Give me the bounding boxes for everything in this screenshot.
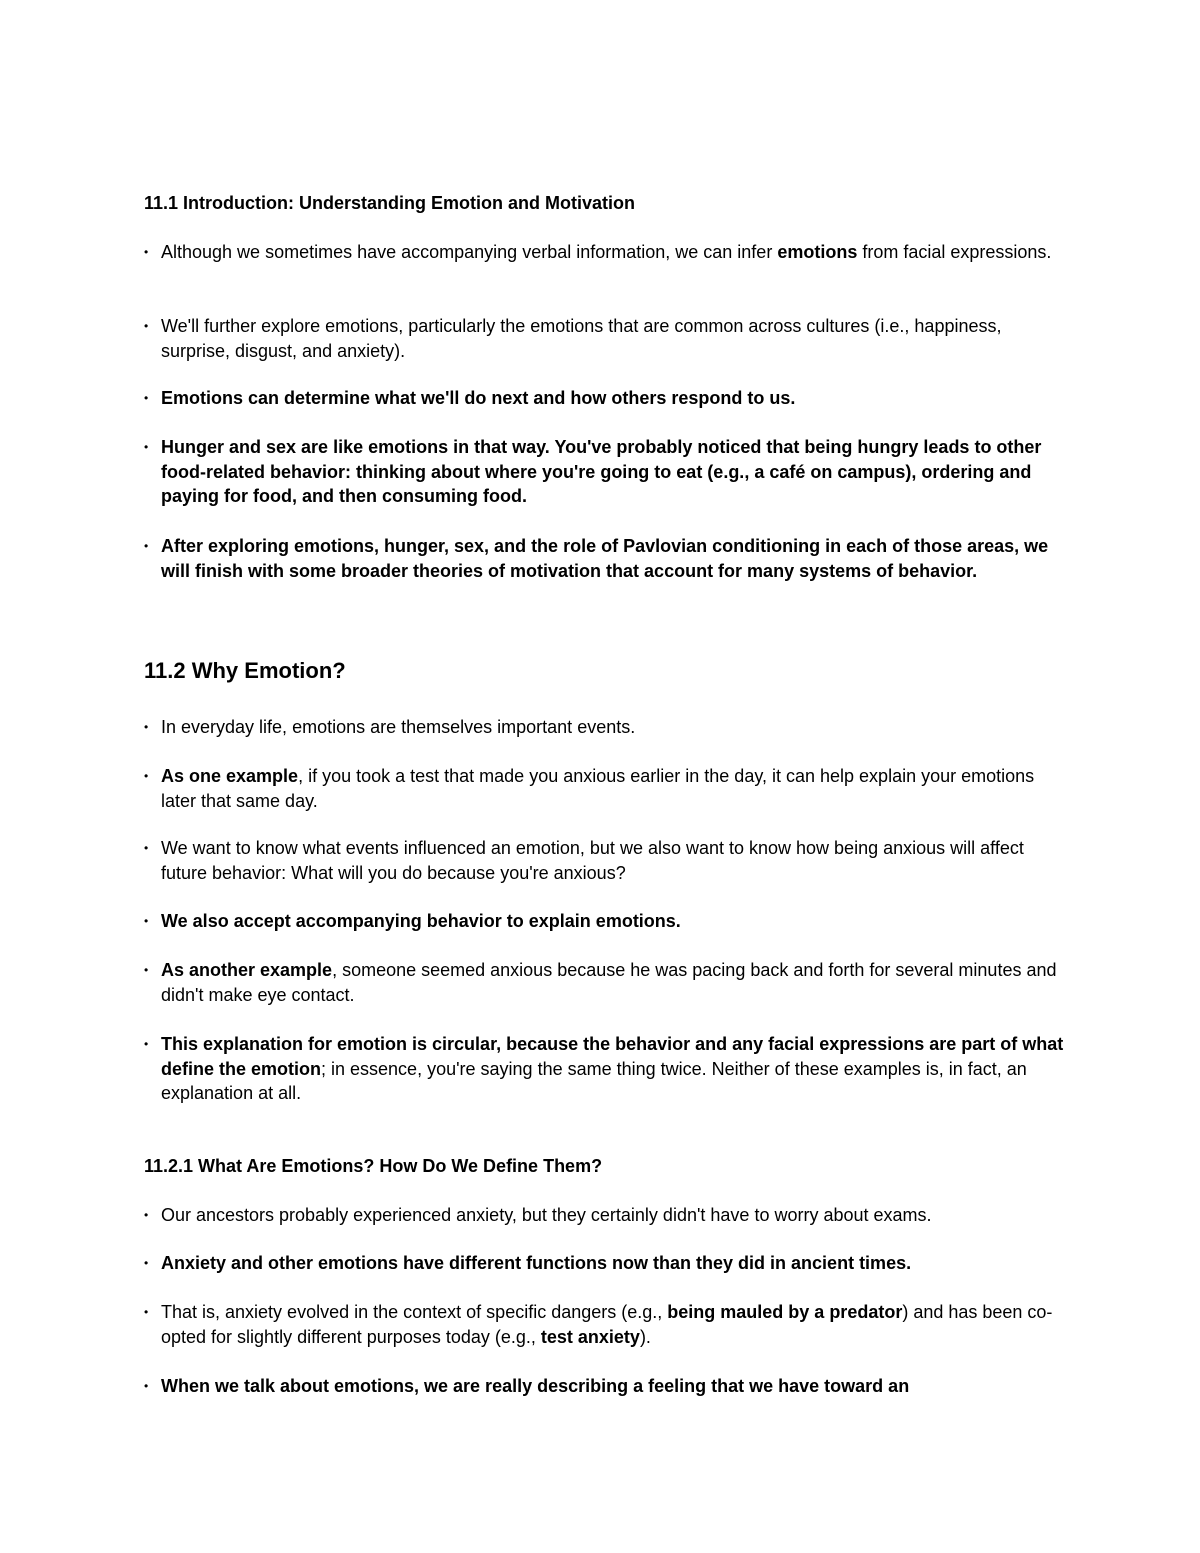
bullet-icon: • [144, 841, 149, 855]
list-item: • This explanation for emotion is circular, because the behavior and any facial expressions are part of what define the emotion; in essence, you're saying the same thing twice. Neither of these examples is, in fact, an explanation at all. [144, 1034, 1064, 1103]
list-item: • As another example, someone seemed anxious because he was pacing back and forth for several minutes and didn't make eye contact. [144, 960, 1057, 1005]
bullet-icon: • [144, 914, 149, 928]
list-item: • We want to know what events influenced an emotion, but we also want to know how being anxious will affect future behavior: What will you do because you're anxious? [144, 838, 1024, 883]
bullet-icon: • [144, 769, 149, 783]
list-item: • As one example, if you took a test that made you anxious earlier in the day, it can help explain your emotions later that same day. [144, 766, 1035, 811]
bullet-icon: • [144, 720, 149, 734]
bullet-icon: • [144, 245, 149, 259]
section-heading-11-2: 11.2 Why Emotion? [144, 658, 346, 683]
list-item: • That is, anxiety evolved in the context of specific dangers (e.g., being mauled by a predator) and has been co-opted for slightly different purposes today (e.g., test anxiety). [144, 1302, 1053, 1347]
bullet-icon: • [144, 391, 149, 405]
bullet-icon: • [144, 440, 149, 454]
list-item: • We also accept accompanying behavior to explain emotions. [144, 909, 1064, 934]
bullet-icon: • [144, 1379, 149, 1393]
bullet-icon: • [144, 319, 149, 333]
section-heading-11-1: 11.1 Introduction: Understanding Emotion and Motivation [144, 193, 636, 213]
list-item: • When we talk about emotions, we are really describing a feeling that we have toward an [144, 1374, 1064, 1399]
list-item: • We'll further explore emotions, particularly the emotions that are common across cultures (i.e., happiness, surprise, disgust, and anxiety). [144, 316, 1002, 361]
list-item: • Hunger and sex are like emotions in that way. You've probably noticed that being hungry leads to other food-related behavior: thinking about where you're going to eat (e.g., a café on campus), ordering and paying for food, and then consuming food. [144, 437, 1042, 506]
list-item: • Emotions can determine what we'll do next and how others respond to us. [144, 386, 1064, 411]
list-item: • Although we sometimes have accompanying verbal information, we can infer emotions from facial expressions. [144, 240, 1064, 265]
list-item: • Our ancestors probably experienced anxiety, but they certainly didn't have to worry about exams. [144, 1203, 1064, 1228]
list-item: • After exploring emotions, hunger, sex, and the role of Pavlovian conditioning in each of those areas, we will finish with some broader theories of motivation that account for many systems of behavior. [144, 536, 1049, 581]
section-heading-11-2-1: 11.2.1 What Are Emotions? How Do We Define Them? [144, 1156, 603, 1176]
bullet-icon: • [144, 963, 149, 977]
bullet-icon: • [144, 1208, 149, 1222]
bullet-icon: • [144, 1037, 149, 1051]
list-item: • In everyday life, emotions are themselves important events. [144, 715, 1064, 740]
list-item: • Anxiety and other emotions have different functions now than they did in ancient times. [144, 1251, 1064, 1276]
bullet-icon: • [144, 1305, 149, 1319]
bullet-icon: • [144, 1256, 149, 1270]
bullet-icon: • [144, 539, 149, 553]
